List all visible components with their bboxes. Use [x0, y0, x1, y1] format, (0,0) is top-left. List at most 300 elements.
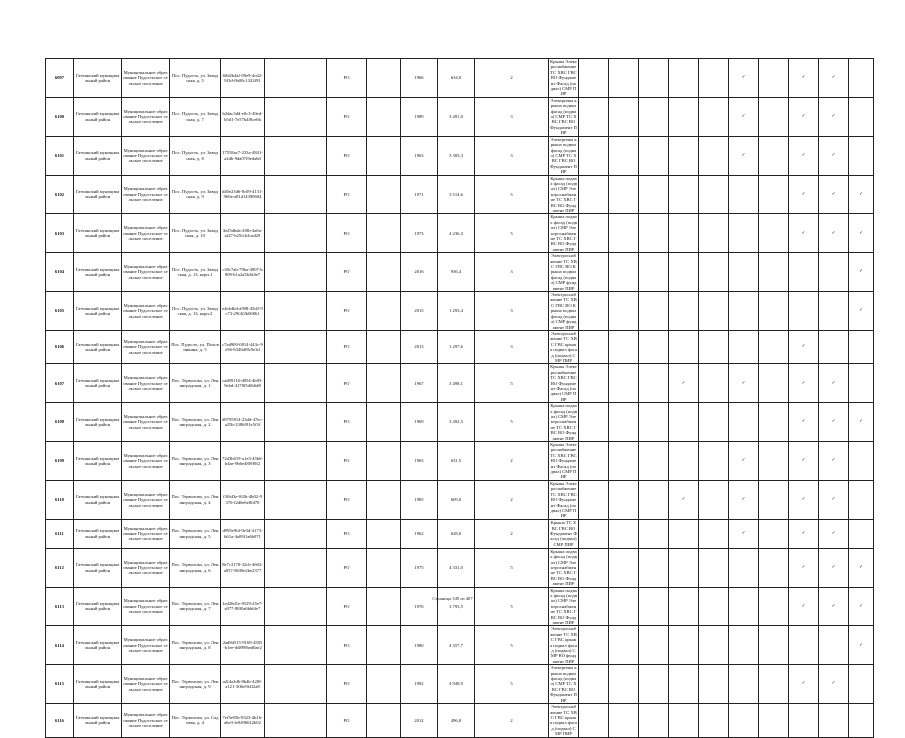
check-icon: ✓: [859, 642, 863, 648]
check-mark-cell: [609, 175, 639, 214]
blank-cell: [367, 665, 401, 704]
check-icon: ✓: [831, 681, 836, 687]
check-mark-cell: [819, 548, 849, 587]
floors-count: 5: [475, 403, 549, 442]
check-mark-cell: [579, 587, 609, 626]
fund-type: РО: [327, 330, 367, 363]
floors-count: 2: [475, 59, 549, 98]
house-guid: d995e9fd-9e3d-4173-b61a-4a09f1a6b071: [221, 519, 265, 548]
check-mark-cell: [849, 97, 874, 136]
blank-cell: [265, 253, 327, 292]
check-mark-cell: [819, 704, 849, 737]
house-guid: c7ad900-0814-443c-9e96-6346df8c9e3d: [221, 330, 265, 363]
blank-cell: [367, 626, 401, 665]
address: Пос. Пудость, ул. Заводская, д. 8: [170, 136, 221, 175]
blank-cell: [265, 97, 327, 136]
fund-type: РО: [327, 587, 367, 626]
build-year: 1966: [401, 59, 438, 98]
check-mark-cell: [639, 704, 669, 737]
check-mark-cell: [849, 59, 874, 98]
check-mark-cell: [579, 59, 609, 98]
check-mark-cell: [819, 587, 849, 626]
check-mark-cell: [639, 665, 669, 704]
total-area: 3 514,6: [438, 175, 475, 214]
check-mark-cell: [849, 442, 874, 481]
check-mark-cell: [729, 548, 759, 587]
check-mark-cell: [729, 214, 759, 253]
check-icon: ✓: [741, 458, 746, 464]
row-number: 6105: [46, 292, 74, 331]
house-guid: 3e25dbda-2f0b-4a6a-af27-b25fcb2cad29: [221, 214, 265, 253]
check-icon: ✓: [859, 191, 863, 197]
check-mark-cell: [819, 480, 849, 519]
check-mark-cell: [699, 403, 729, 442]
blank-cell: [367, 364, 401, 403]
check-mark-cell: [669, 626, 699, 665]
check-mark-cell: [579, 480, 609, 519]
check-icon: ✓: [831, 230, 836, 236]
build-year: 2013: [401, 330, 438, 363]
check-mark-cell: [819, 59, 849, 98]
row-number: 6106: [46, 330, 74, 363]
check-mark-cell: [609, 59, 639, 98]
check-mark-cell: [759, 704, 789, 737]
check-icon: ✓: [831, 603, 836, 609]
blank-cell: [367, 253, 401, 292]
total-area: 1 297,6: [438, 330, 475, 363]
check-mark-cell: [849, 253, 874, 292]
address: Пос. Терволово, ул. Ленинградская, д. 4: [170, 480, 221, 519]
housing-registry-table: [45, 58, 874, 738]
check-mark-cell: [699, 442, 729, 481]
settlement: Муниципальное образование Пудостьское сельское поселение: [122, 704, 170, 737]
check-mark-cell: [729, 587, 759, 626]
check-mark-cell: [789, 519, 819, 548]
work-types: Крыша подвал фасад (подвал) СМР Электроснабжение ТС ХВС ГВС ВО Фундамент ПИР: [550, 175, 577, 213]
municipal-district: Гатчинский муниципальный район: [74, 330, 122, 363]
address: Пос. Пудость, ул. Заводская, д. 9: [170, 175, 221, 214]
check-mark-cell: [849, 587, 874, 626]
check-mark-cell: [819, 253, 849, 292]
check-mark-cell: [669, 364, 699, 403]
check-mark-cell: [639, 330, 669, 363]
check-mark-cell: [579, 97, 609, 136]
total-area: 3 383,3: [438, 136, 475, 175]
check-icon: ✓: [831, 191, 836, 197]
address: Пос. Терволово, ул. Ленинградская, д. 5: [170, 519, 221, 548]
check-icon: ✓: [831, 497, 836, 503]
check-mark-cell: [669, 403, 699, 442]
check-mark-cell: [579, 442, 609, 481]
table-row: [46, 97, 874, 136]
check-icon: ✓: [801, 344, 806, 350]
check-mark-cell: [609, 626, 639, 665]
address: Пос. Терволово, ул. Садовая, д. 4: [170, 704, 221, 737]
municipal-district: Гатчинский муниципальный район: [74, 403, 122, 442]
fund-type: РО: [327, 704, 367, 737]
check-mark-cell: [759, 364, 789, 403]
check-mark-cell: [789, 330, 819, 363]
blank-cell: [367, 587, 401, 626]
total-area: 4 357,7: [438, 626, 475, 665]
check-mark-cell: [819, 626, 849, 665]
fund-type: РО: [327, 292, 367, 331]
fund-type: РО: [327, 136, 367, 175]
fund-type: РО: [327, 175, 367, 214]
settlement: Муниципальное образование Пудостьское сельское поселение: [122, 364, 170, 403]
build-year: 1969: [401, 403, 438, 442]
check-icon: ✓: [801, 230, 806, 236]
check-icon: ✓: [801, 531, 806, 537]
check-icon: ✓: [801, 419, 806, 425]
check-mark-cell: [759, 292, 789, 331]
municipal-district: Гатчинский муниципальный район: [74, 442, 122, 481]
check-mark-cell: [789, 704, 819, 737]
total-area: 3 793,5: [438, 587, 475, 626]
blank-cell: [265, 442, 327, 481]
check-mark-cell: [699, 214, 729, 253]
row-number: 6111: [46, 519, 74, 548]
check-mark-cell: [849, 403, 874, 442]
check-mark-cell: [759, 519, 789, 548]
floors-count: 2: [475, 704, 549, 737]
house-guid: 72d3b019-a1e3-45b6-b4ae-9b6e48f9f0f2: [221, 442, 265, 481]
check-mark-cell: [699, 364, 729, 403]
total-area: 496,8: [438, 704, 475, 737]
page-footer: Страница 349 из 407: [432, 596, 473, 601]
build-year: 2016: [401, 253, 438, 292]
municipal-district: Гатчинский муниципальный район: [74, 626, 122, 665]
total-area: 3 491,0: [438, 97, 475, 136]
check-mark-cell: [609, 665, 639, 704]
check-mark-cell: [639, 442, 669, 481]
work-types: Электроснабжение ТС ХВС ГВС крыша подвал фасад (подвал) СМР ПИР: [550, 704, 577, 737]
check-mark-cell: [759, 665, 789, 704]
check-mark-cell: [669, 253, 699, 292]
row-number: 6104: [46, 253, 74, 292]
check-mark-cell: [699, 548, 729, 587]
check-icon: ✓: [831, 380, 836, 386]
house-guid: a2f4a3d6-8b4b-42f8-a121-3ff6e9f4f2a8: [221, 665, 265, 704]
table-row: [46, 442, 874, 481]
check-mark-cell: [729, 136, 759, 175]
fund-type: РО: [327, 519, 367, 548]
table-row: [46, 704, 874, 737]
check-icon: ✓: [741, 75, 746, 81]
floors-count: 3: [475, 330, 549, 363]
fund-type: РО: [327, 59, 367, 98]
blank-cell: [367, 175, 401, 214]
check-icon: ✓: [859, 269, 863, 275]
municipal-district: Гатчинский муниципальный район: [74, 364, 122, 403]
build-year: 1967: [401, 364, 438, 403]
blank-cell: [265, 403, 327, 442]
check-mark-cell: [849, 480, 874, 519]
table-row: [46, 364, 874, 403]
check-mark-cell: [579, 175, 609, 214]
check-mark-cell: [669, 292, 699, 331]
check-mark-cell: [789, 442, 819, 481]
check-mark-cell: [669, 330, 699, 363]
check-icon: ✓: [831, 458, 836, 464]
blank-cell: [367, 442, 401, 481]
total-area: 936,4: [438, 253, 475, 292]
check-mark-cell: [789, 587, 819, 626]
floors-count: 5: [475, 175, 549, 214]
check-mark-cell: [609, 292, 639, 331]
check-mark-cell: [639, 548, 669, 587]
check-mark-cell: [609, 403, 639, 442]
address: Пос. Терволово, ул. Ленинградская, д. 8: [170, 626, 221, 665]
work-types: Крыша подвал фасад (подвал) СМР Электроснабжение ТС ХВС ГВС ВО Фундамент ПИР: [550, 403, 577, 441]
check-mark-cell: [819, 292, 849, 331]
check-mark-cell: [819, 97, 849, 136]
blank-cell: [265, 519, 327, 548]
floors-count: 5: [475, 665, 549, 704]
check-mark-cell: [609, 519, 639, 548]
build-year: 1980: [401, 626, 438, 665]
check-mark-cell: [579, 665, 609, 704]
address: Пос. Терволово, ул. Ленинградская, д. 6: [170, 548, 221, 587]
check-mark-cell: [729, 665, 759, 704]
check-mark-cell: [789, 403, 819, 442]
check-mark-cell: [639, 519, 669, 548]
check-icon: ✓: [741, 152, 746, 158]
house-guid: 7ef3e05b-8323-4b1b-a6e3-fe9496612b02: [221, 704, 265, 737]
table-row: [46, 59, 874, 98]
check-icon: ✓: [801, 152, 806, 158]
check-mark-cell: [579, 626, 609, 665]
blank-cell: [265, 665, 327, 704]
check-mark-cell: [849, 626, 874, 665]
house-guid: 2ad8d515-9169-4505-b1ee-dd899bed0ae2: [221, 626, 265, 665]
check-mark-cell: [759, 97, 789, 136]
check-mark-cell: [849, 214, 874, 253]
check-mark-cell: [759, 587, 789, 626]
house-guid: 8e7c3178-32cb-4602-a057-8638e2be2377: [221, 548, 265, 587]
blank-cell: [265, 175, 327, 214]
municipal-district: Гатчинский муниципальный район: [74, 214, 122, 253]
total-area: 4 236,3: [438, 214, 475, 253]
blank-cell: [265, 136, 327, 175]
check-icon: ✓: [831, 75, 836, 81]
build-year: 1976: [401, 587, 438, 626]
check-mark-cell: [579, 704, 609, 737]
check-mark-cell: [819, 442, 849, 481]
check-mark-cell: [819, 136, 849, 175]
settlement: Муниципальное образование Пудостьское сельское поселение: [122, 519, 170, 548]
address: Пос. Терволово, ул. Ленинградская, д. 3: [170, 442, 221, 481]
address: Пос. Терволово, ул. Ленинградская, д. 7: [170, 587, 221, 626]
floors-count: 5: [475, 587, 549, 626]
check-mark-cell: [609, 330, 639, 363]
check-mark-cell: [849, 519, 874, 548]
municipal-district: Гатчинский муниципальный район: [74, 665, 122, 704]
table-row: [46, 136, 874, 175]
check-mark-cell: [729, 253, 759, 292]
fund-type: РО: [327, 403, 367, 442]
build-year: 1989: [401, 97, 438, 136]
blank-cell: [265, 292, 327, 331]
work-types: Электричка крыша подвал фасад (подвал) СМР ТС ХВС ГВС ВО Фундамент ПИР: [550, 136, 577, 175]
work-types: Электроснабжение ТС ХВС ГВС крыша подвал фасад (подвал) СМР ВО фундамент ПИР: [550, 626, 577, 664]
settlement: Муниципальное образование Пудостьское сельское поселение: [122, 480, 170, 519]
check-mark-cell: [759, 136, 789, 175]
municipal-district: Гатчинский муниципальный район: [74, 480, 122, 519]
fund-type: РО: [327, 480, 367, 519]
check-mark-cell: [699, 626, 729, 665]
check-mark-cell: [639, 253, 669, 292]
table-row: [46, 480, 874, 519]
check-mark-cell: [819, 519, 849, 548]
blank-cell: [367, 136, 401, 175]
check-mark-cell: [789, 175, 819, 214]
build-year: 2015: [401, 292, 438, 331]
check-icon: ✓: [859, 230, 863, 236]
municipal-district: Гатчинский муниципальный район: [74, 519, 122, 548]
work-types: Крыша подвал фасад (подвал) СМР Электроснабжение ТС ХВС ГВС ВО Фундамент ПИР: [550, 548, 577, 587]
check-mark-cell: [669, 214, 699, 253]
row-number: 6103: [46, 214, 74, 253]
blank-cell: [367, 480, 401, 519]
check-mark-cell: [759, 253, 789, 292]
check-mark-cell: [759, 626, 789, 665]
check-icon: ✓: [801, 380, 806, 386]
check-mark-cell: [579, 136, 609, 175]
work-types: Крыша подвал фасад (подвал) СМР Электроснабжение ТС ХВС ГВС ВО Фундамент ПИР: [550, 214, 577, 252]
municipal-district: Гатчинский муниципальный район: [74, 548, 122, 587]
table-row: [46, 548, 874, 587]
house-guid: cad89116-d854-4b95-9ebd-4178f5dfb6d8: [221, 364, 265, 403]
fund-type: РО: [327, 548, 367, 587]
total-area: 1 293,4: [438, 292, 475, 331]
address: Пос. Пудость, ул. Заводская, д. 10: [170, 214, 221, 253]
municipal-district: Гатчинский муниципальный район: [74, 292, 122, 331]
check-mark-cell: [609, 548, 639, 587]
check-icon: ✓: [801, 191, 806, 197]
check-mark-cell: [669, 704, 699, 737]
check-mark-cell: [849, 665, 874, 704]
check-mark-cell: [639, 587, 669, 626]
check-mark-cell: [729, 626, 759, 665]
floors-count: 5: [475, 626, 549, 665]
floors-count: 5: [475, 214, 549, 253]
row-number: 6108: [46, 403, 74, 442]
settlement: Муниципальное образование Пудостьское сельское поселение: [122, 59, 170, 98]
check-mark-cell: [729, 175, 759, 214]
check-mark-cell: [759, 442, 789, 481]
row-number: 6112: [46, 548, 74, 587]
check-mark-cell: [639, 59, 669, 98]
work-types: Электричка крыша подвал фасад (подвал) СМР ТС ХВС ГВС ВО Фундамент ПИР: [550, 97, 577, 136]
check-mark-cell: [849, 175, 874, 214]
check-mark-cell: [669, 587, 699, 626]
check-mark-cell: [579, 519, 609, 548]
check-mark-cell: [579, 364, 609, 403]
check-mark-cell: [729, 292, 759, 331]
build-year: 1973: [401, 214, 438, 253]
table-row: [46, 292, 874, 331]
row-number: 6116: [46, 704, 74, 737]
fund-type: РО: [327, 253, 367, 292]
check-mark-cell: [849, 364, 874, 403]
house-guid: d9795814-23dd-47ec-a25b-2386f91e5f3f: [221, 403, 265, 442]
check-mark-cell: [579, 292, 609, 331]
check-mark-cell: [579, 330, 609, 363]
row-number: 6100: [46, 97, 74, 136]
table-row: [46, 330, 874, 363]
blank-cell: [265, 587, 327, 626]
check-icon: ✓: [801, 564, 806, 570]
table-row: [46, 214, 874, 253]
check-mark-cell: [819, 330, 849, 363]
check-mark-cell: [579, 548, 609, 587]
check-mark-cell: [819, 214, 849, 253]
blank-cell: [367, 330, 401, 363]
check-mark-cell: [729, 59, 759, 98]
build-year: 1975: [401, 548, 438, 587]
check-mark-cell: [579, 403, 609, 442]
municipal-district: Гатчинский муниципальный район: [74, 587, 122, 626]
total-area: 609,0: [438, 480, 475, 519]
fund-type: РО: [327, 626, 367, 665]
work-types: Электроснабжение ТС ХВС ГВС ВО Крыша подвал фасад (подвал) СМР фундамент ПИР: [550, 253, 577, 291]
address: Пос. Терволово, ул. Ленинградская, д. 2: [170, 403, 221, 442]
check-mark-cell: [669, 175, 699, 214]
check-mark-cell: [849, 136, 874, 175]
check-mark-cell: [609, 704, 639, 737]
house-guid: 1ed26d1e-0529-45e7-a977-88f0a6bb6fe7: [221, 587, 265, 626]
check-mark-cell: [669, 480, 699, 519]
check-mark-cell: [849, 330, 874, 363]
municipal-district: Гатчинский муниципальный район: [74, 136, 122, 175]
work-types: Крыша Электроснабжение ТС ХВС ГВС ВО Фундамент Фасад (подвал) СМР ПИР: [550, 442, 577, 480]
floors-count: 3: [475, 253, 549, 292]
work-types: Крыша Электроснабжение ТС ХВС ГВС ВО Фундамент Фасад (подвал) СМР ПИР: [550, 364, 577, 402]
check-mark-cell: [609, 214, 639, 253]
municipal-district: Гатчинский муниципальный район: [74, 59, 122, 98]
floors-count: 2: [475, 442, 549, 481]
check-icon: ✓: [741, 380, 746, 386]
floors-count: 3: [475, 136, 549, 175]
check-mark-cell: [819, 175, 849, 214]
address: Пос. Терволово, ул. Ленинградская, д. 1: [170, 364, 221, 403]
table-row: [46, 253, 874, 292]
total-area: 3 498,1: [438, 364, 475, 403]
check-mark-cell: [729, 403, 759, 442]
floors-count: 3: [475, 97, 549, 136]
build-year: 1962: [401, 519, 438, 548]
check-mark-cell: [609, 97, 639, 136]
row-number: 6102: [46, 175, 74, 214]
address: Пос. Пудость, ул. Заводская, д. 13, корп.2: [170, 292, 221, 331]
check-mark-cell: [669, 136, 699, 175]
check-mark-cell: [789, 136, 819, 175]
registry-sheet: [45, 58, 863, 738]
check-mark-cell: [699, 330, 729, 363]
blank-cell: [367, 292, 401, 331]
fund-type: РО: [327, 665, 367, 704]
blank-cell: [265, 626, 327, 665]
check-mark-cell: [579, 253, 609, 292]
check-icon: ✓: [681, 497, 686, 503]
check-mark-cell: [789, 59, 819, 98]
check-icon: ✓: [801, 603, 806, 609]
build-year: 1963: [401, 136, 438, 175]
house-guid: 60d2b4af-09e9-4cd2-9f3d-0b00c1322f91: [221, 59, 265, 98]
house-guid: d40e23d6-8c09-4131-960a-a81d14390604: [221, 175, 265, 214]
blank-cell: [265, 330, 327, 363]
